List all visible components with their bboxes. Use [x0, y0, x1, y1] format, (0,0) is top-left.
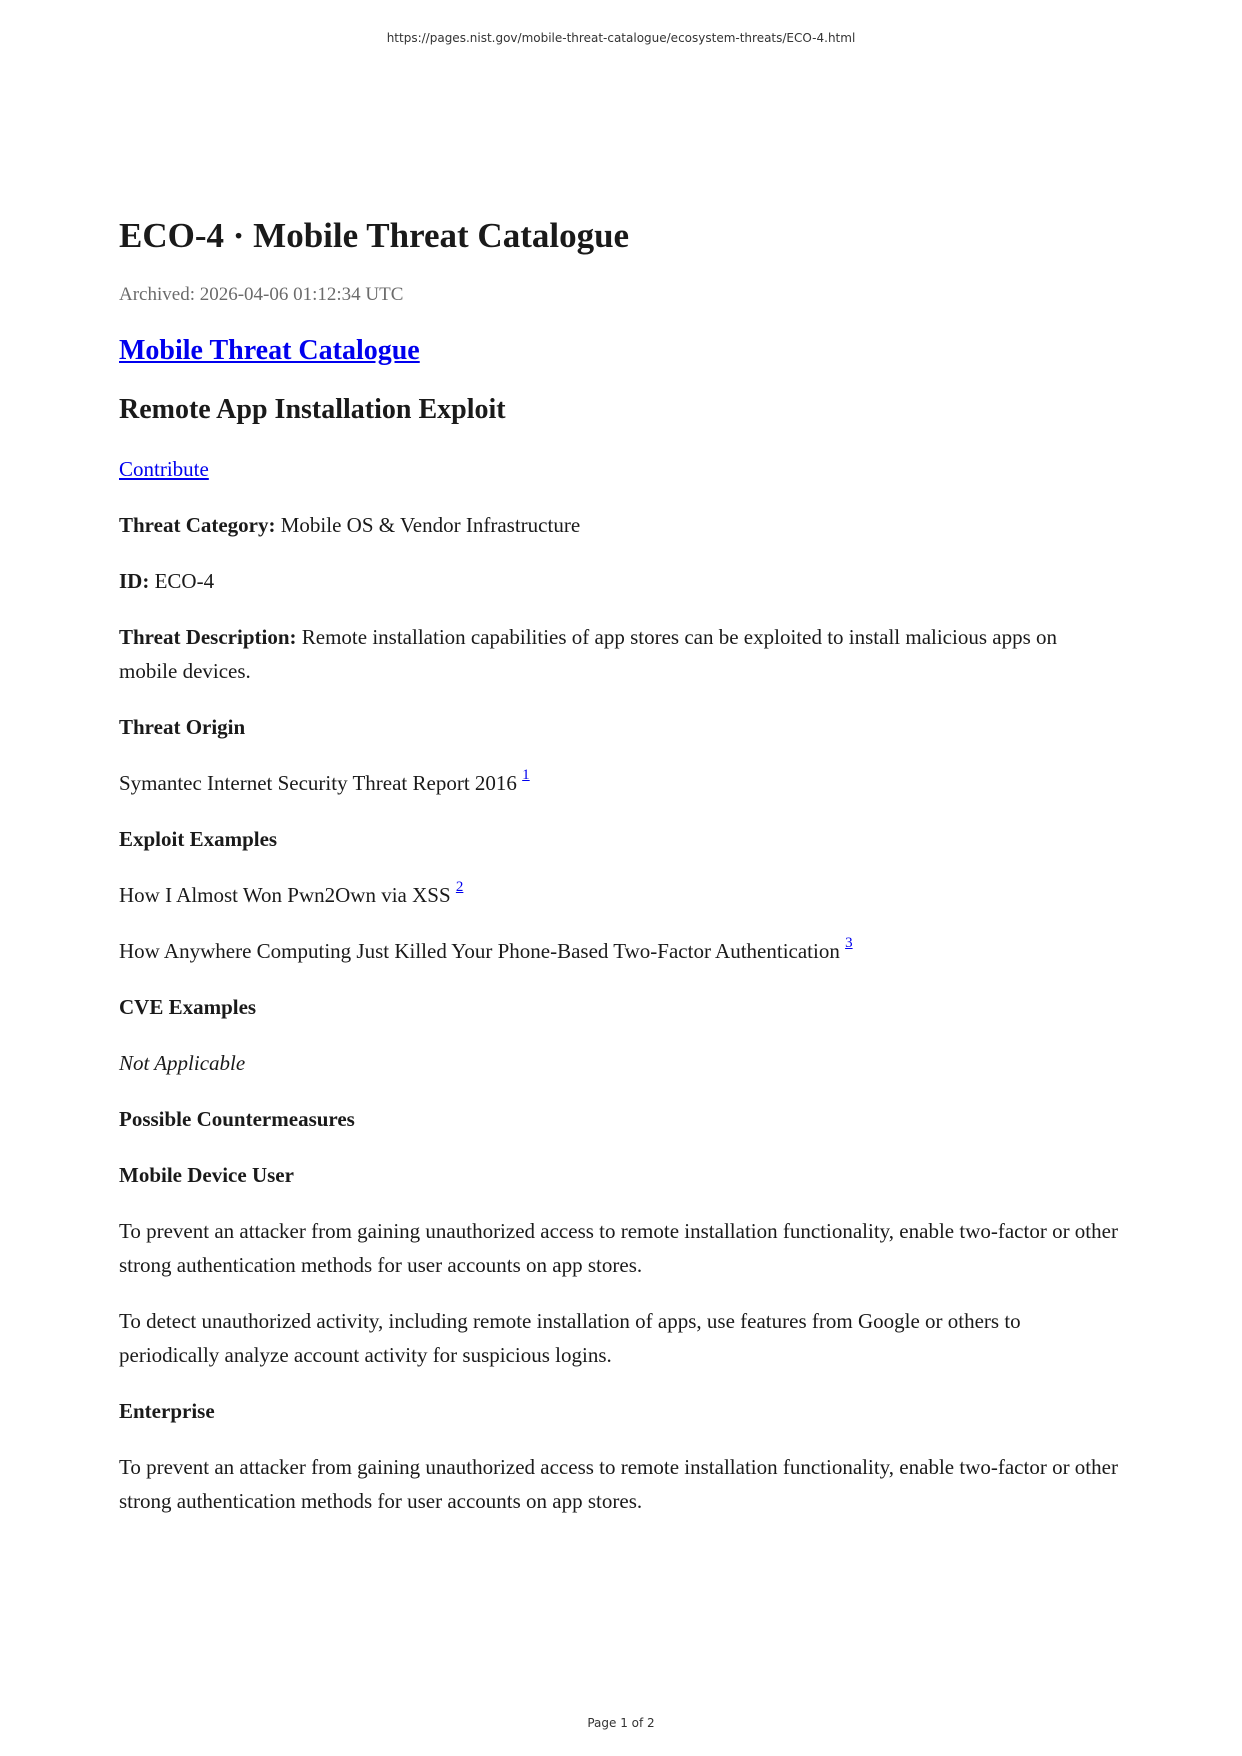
page-footer: Page 1 of 2: [587, 1716, 655, 1730]
contribute-link[interactable]: Contribute: [119, 457, 209, 481]
contribute-paragraph: [119, 452, 1119, 486]
threat-origin-item: [119, 766, 1119, 800]
enterprise-heading: Enterprise: [119, 1399, 215, 1423]
exploit-example-item: [119, 878, 1119, 912]
archived-timestamp: Archived: 2026-04-06 01:12:34 UTC: [119, 284, 404, 305]
site-heading: [119, 333, 1119, 369]
cve-examples-heading: CVE Examples: [119, 995, 257, 1019]
threat-id-value: ECO-4: [149, 569, 215, 593]
threat-category: [119, 508, 1119, 542]
threat-description: [119, 620, 1119, 688]
mobile-threat-catalogue-link[interactable]: Mobile Threat Catalogue: [119, 335, 420, 366]
reference-link-1[interactable]: 1: [522, 767, 530, 783]
threat-description-label: Threat Description:: [119, 625, 297, 649]
exploit-examples-heading: Exploit Examples: [119, 827, 278, 851]
threat-origin-heading: Threat Origin: [119, 715, 246, 739]
threat-id: [119, 564, 1119, 598]
countermeasure-paragraph: To prevent an attacker from gaining unauthorized access to remote installation functionality, enable two-factor or other strong authentication methods for user accounts on app stores.: [119, 1455, 1118, 1513]
threat-category-label: Threat Category:: [119, 513, 276, 537]
page-title: ECO-4 · Mobile Threat Catalogue: [119, 216, 630, 255]
exploit-example-item: [119, 934, 1119, 968]
threat-description-value: Remote installation capabilities of app stores can be exploited to install malicious apps on mobile devices.: [119, 625, 1058, 683]
countermeasure-paragraph: To prevent an attacker from gaining unauthorized access to remote installation functionality, enable two-factor or other strong authentication methods for user accounts on app stores.: [119, 1219, 1118, 1277]
countermeasure-paragraph: To detect unauthorized activity, including remote installation of apps, use features from Google or others to periodically analyze account activity for suspicious logins.: [119, 1309, 1021, 1367]
reference-link-2[interactable]: 2: [455, 879, 464, 895]
countermeasures-heading: Possible Countermeasures: [119, 1107, 355, 1131]
mobile-device-user-heading: Mobile Device User: [119, 1163, 294, 1187]
exploit-example-text: How I Almost Won Pwn2Own via XSS: [119, 883, 456, 907]
threat-origin-text: Symantec Internet Security Threat Report 2016: [119, 771, 523, 795]
threat-title: Remote App Installation Exploit: [119, 394, 506, 425]
cve-value-text: Not Applicable: [119, 1051, 246, 1075]
exploit-example-text: How Anywhere Computing Just Killed Your Phone-Based Two-Factor Authentication: [119, 939, 846, 963]
cve-examples-value: [119, 1046, 1119, 1080]
document-body: [119, 210, 1119, 1540]
page-url: https://pages.nist.gov/mobile-threat-catalogue/ecosystem-threats/ECO-4.html: [386, 31, 856, 45]
threat-category-value: Mobile OS & Vendor Infrastructure: [275, 513, 581, 537]
threat-id-label: ID:: [119, 569, 150, 593]
reference-link-3[interactable]: 3: [845, 935, 853, 951]
